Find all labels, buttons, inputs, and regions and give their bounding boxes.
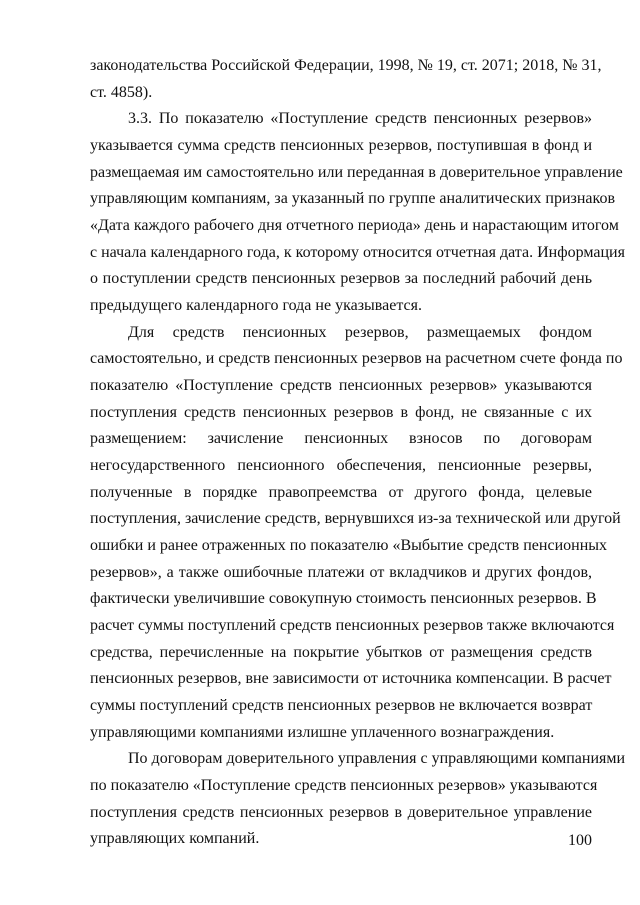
text-line: с начала календарного года, к которому относится отчетная дата. Информация: [90, 244, 625, 261]
text-line: пенсионных резервов, вне зависимости от источника компенсации. В расчет: [90, 670, 612, 687]
text-line: резервов», а также ошибочные платежи от вкладчиков и других фондов,: [90, 564, 592, 581]
text-line: управляющим компаниям, за указанный по группе аналитических признаков: [90, 190, 616, 207]
text-line: показателю «Поступление средств пенсионных резервов» указываются: [90, 377, 592, 394]
text-line: поступления средств пенсионных резервов в фонд, не связанные с их: [90, 404, 592, 421]
text-line: средства, перечисленные на покрытие убытков от размещения средств: [90, 644, 592, 661]
text-line: 3.3. По показателю «Поступление средств пенсионных резервов»: [128, 110, 592, 127]
text-line: размещением: зачисление пенсионных взносов по договорам: [90, 430, 592, 447]
text-line: самостоятельно, и средств пенсионных резервов на расчетном счете фонда по: [90, 350, 623, 367]
text-line: управляющих компаний.: [90, 830, 260, 847]
text-line: «Дата каждого рабочего дня отчетного периода» день и нарастающим итогом: [90, 217, 619, 234]
text-line: негосударственного пенсионного обеспечения, пенсионные резервы,: [90, 457, 592, 474]
page-number: 100: [568, 832, 592, 849]
text-line: указывается сумма средств пенсионных резервов, поступившая в фонд и: [90, 137, 592, 154]
text-line: ошибки и ранее отраженных по показателю «Выбытие средств пенсионных: [90, 537, 607, 554]
text-line: фактически увеличившие совокупную стоимость пенсионных резервов. В: [90, 590, 597, 607]
text-line: По договорам доверительного управления с управляющими компаниями: [128, 750, 626, 767]
text-line: суммы поступлений средств пенсионных резервов не включается возврат: [90, 697, 593, 714]
text-line: ст. 4858).: [90, 84, 153, 101]
text-line: по показателю «Поступление средств пенсионных резервов» указываются: [90, 777, 598, 794]
text-line: законодательства Российской Федерации, 1998, № 19, ст. 2071; 2018, № 31,: [90, 57, 602, 74]
text-line: размещаемая им самостоятельно или переданная в доверительное управление: [90, 164, 623, 181]
text-line: предыдущего календарного года не указывается.: [90, 297, 422, 314]
text-line: расчет суммы поступлений средств пенсионных резервов также включаются: [90, 617, 615, 634]
text-line: управляющими компаниями излишне уплаченного вознаграждения.: [90, 724, 555, 741]
text-line: полученные в порядке правопреемства от другого фонда, целевые: [90, 484, 592, 501]
text-line: о поступлении средств пенсионных резервов за последний рабочий день: [90, 270, 592, 287]
text-line: поступления средств пенсионных резервов в доверительное управление: [90, 804, 592, 821]
text-line: Для средств пенсионных резервов, размещаемых фондом: [128, 324, 592, 341]
text-line: поступления, зачисление средств, вернувшихся из-за технической или другой: [90, 510, 621, 527]
